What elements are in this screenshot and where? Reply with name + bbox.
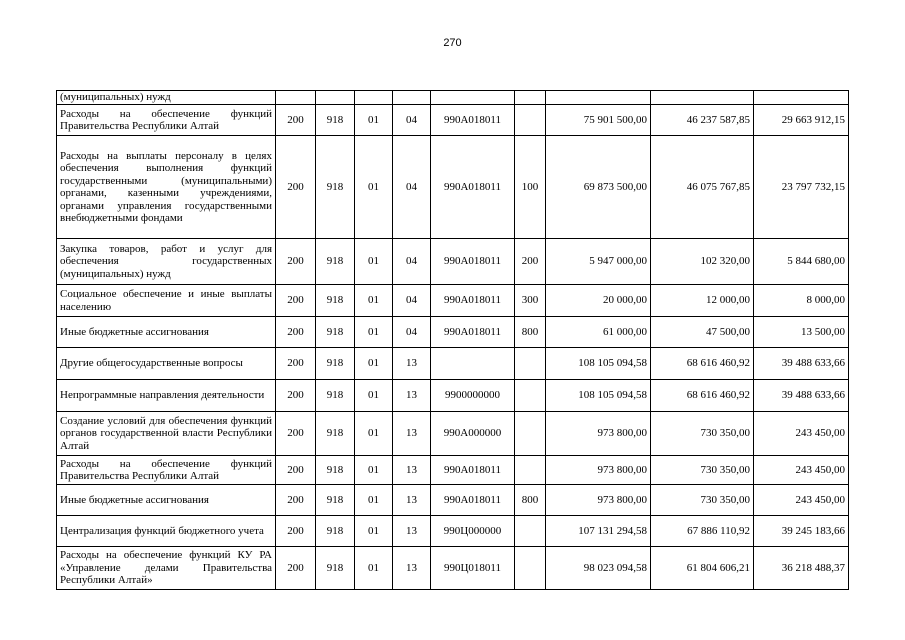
row-amount-plan: 98 023 094,58 [546,547,651,590]
row-name: Централизация функций бюджетного учета [57,516,276,547]
row-amount-remainder: 23 797 732,15 [754,136,849,239]
table-row [57,348,849,380]
row-expense-type-code: 100 [515,136,546,239]
row-amount-plan: 973 800,00 [546,485,651,516]
row-target-article-code: 990Ц018011 [431,547,515,590]
row-department-code: 918 [316,317,355,348]
row-amount-executed: 12 000,00 [651,285,754,317]
row-target-article-code: 990A018011 [431,317,515,348]
row-department-code: 918 [316,412,355,456]
row-amount-executed: 61 804 606,21 [651,547,754,590]
row-amount-plan: 107 131 294,58 [546,516,651,547]
row-section-code: 01 [355,412,393,456]
row-target-article-code: 990Ц000000 [431,516,515,547]
row-subsection-code: 04 [393,239,431,285]
row-target-article-code [431,348,515,380]
row-target-article-code: 990A018011 [431,485,515,516]
row-department-code: 918 [316,485,355,516]
row-name: Социальное обеспечение и иные выплаты населению [57,285,276,317]
row-section-code: 01 [355,105,393,136]
row-amount-remainder: 39 488 633,66 [754,380,849,412]
row-subsection-code: 04 [393,136,431,239]
page-number: 270 [443,37,462,49]
row-amount-executed [651,91,754,105]
row-section-code [355,91,393,105]
row-grbs-code: 200 [276,380,316,412]
row-section-code: 01 [355,456,393,485]
row-department-code: 918 [316,285,355,317]
row-amount-remainder [754,91,849,105]
row-grbs-code [276,91,316,105]
row-subsection-code: 13 [393,547,431,590]
row-section-code: 01 [355,380,393,412]
row-section-code: 01 [355,239,393,285]
row-name: Другие общегосударственные вопросы [57,348,276,380]
row-name: Создание условий для обеспечения функций органов государственной власти Республики Алтай [57,412,276,456]
row-subsection-code: 04 [393,317,431,348]
table-row [57,136,849,239]
row-grbs-code: 200 [276,456,316,485]
row-amount-remainder: 5 844 680,00 [754,239,849,285]
row-name: Расходы на выплаты персоналу в целях обеспечения выполнения функций государственными (муниципальными) органами, казенными учреждениями, органами управления государственными внебюджетными фондами [57,136,276,239]
row-amount-plan: 973 800,00 [546,456,651,485]
row-amount-remainder: 243 450,00 [754,485,849,516]
row-section-code: 01 [355,136,393,239]
row-grbs-code: 200 [276,547,316,590]
row-section-code: 01 [355,547,393,590]
row-amount-plan [546,91,651,105]
row-target-article-code: 990A000000 [431,412,515,456]
row-department-code: 918 [316,380,355,412]
row-name: Расходы на обеспечение функций КУ РА «Управление делами Правительства Республики Алтай» [57,547,276,590]
row-amount-remainder: 36 218 488,37 [754,547,849,590]
row-expense-type-code [515,456,546,485]
row-department-code: 918 [316,348,355,380]
row-department-code: 918 [316,239,355,285]
row-amount-plan: 5 947 000,00 [546,239,651,285]
row-grbs-code: 200 [276,136,316,239]
row-amount-remainder: 13 500,00 [754,317,849,348]
row-section-code: 01 [355,516,393,547]
row-subsection-code: 04 [393,105,431,136]
row-grbs-code: 200 [276,105,316,136]
row-amount-executed: 730 350,00 [651,412,754,456]
row-grbs-code: 200 [276,285,316,317]
row-amount-executed: 730 350,00 [651,456,754,485]
row-expense-type-code [515,547,546,590]
row-grbs-code: 200 [276,239,316,285]
row-amount-remainder: 39 488 633,66 [754,348,849,380]
row-amount-plan: 108 105 094,58 [546,348,651,380]
row-amount-plan: 20 000,00 [546,285,651,317]
table-row [57,317,849,348]
row-amount-plan: 75 901 500,00 [546,105,651,136]
row-department-code [316,91,355,105]
row-target-article-code: 990A018011 [431,239,515,285]
row-target-article-code [431,91,515,105]
table-row [57,412,849,456]
table-row [57,485,849,516]
row-amount-remainder: 8 000,00 [754,285,849,317]
row-amount-executed: 68 616 460,92 [651,348,754,380]
row-expense-type-code [515,105,546,136]
row-section-code: 01 [355,285,393,317]
row-name: Непрограммные направления деятельности [57,380,276,412]
table-row [57,239,849,285]
row-amount-executed: 68 616 460,92 [651,380,754,412]
row-name: (муниципальных) нужд [57,91,276,105]
row-expense-type-code [515,380,546,412]
row-name: Расходы на обеспечение функций Правительства Республики Алтай [57,456,276,485]
row-amount-plan: 69 873 500,00 [546,136,651,239]
row-amount-remainder: 29 663 912,15 [754,105,849,136]
row-amount-plan: 973 800,00 [546,412,651,456]
row-grbs-code: 200 [276,485,316,516]
row-target-article-code: 990A018011 [431,105,515,136]
row-amount-remainder: 243 450,00 [754,412,849,456]
row-amount-plan: 61 000,00 [546,317,651,348]
row-subsection-code: 13 [393,348,431,380]
row-amount-remainder: 39 245 183,66 [754,516,849,547]
row-section-code: 01 [355,317,393,348]
row-subsection-code: 13 [393,412,431,456]
row-expense-type-code [515,412,546,456]
row-subsection-code [393,91,431,105]
row-department-code: 918 [316,105,355,136]
row-subsection-code: 04 [393,285,431,317]
row-subsection-code: 13 [393,380,431,412]
row-target-article-code: 990A018011 [431,456,515,485]
row-expense-type-code [515,516,546,547]
row-amount-plan: 108 105 094,58 [546,380,651,412]
budget-table [56,90,849,590]
row-department-code: 918 [316,547,355,590]
row-section-code: 01 [355,348,393,380]
row-expense-type-code: 800 [515,317,546,348]
row-subsection-code: 13 [393,485,431,516]
row-subsection-code: 13 [393,516,431,547]
row-amount-executed: 67 886 110,92 [651,516,754,547]
row-department-code: 918 [316,456,355,485]
row-name: Иные бюджетные ассигнования [57,485,276,516]
row-name: Расходы на обеспечение функций Правительства Республики Алтай [57,105,276,136]
row-subsection-code: 13 [393,456,431,485]
table-row [57,105,849,136]
row-amount-remainder: 243 450,00 [754,456,849,485]
row-target-article-code: 990A018011 [431,136,515,239]
row-grbs-code: 200 [276,412,316,456]
table-row [57,380,849,412]
row-department-code: 918 [316,516,355,547]
table-row [57,516,849,547]
row-name: Иные бюджетные ассигнования [57,317,276,348]
row-expense-type-code [515,91,546,105]
row-amount-executed: 47 500,00 [651,317,754,348]
table-row [57,547,849,590]
row-target-article-code: 9900000000 [431,380,515,412]
table-row [57,285,849,317]
row-target-article-code: 990A018011 [431,285,515,317]
row-expense-type-code: 300 [515,285,546,317]
row-expense-type-code [515,348,546,380]
row-grbs-code: 200 [276,516,316,547]
row-amount-executed: 102 320,00 [651,239,754,285]
row-expense-type-code: 800 [515,485,546,516]
row-grbs-code: 200 [276,348,316,380]
table-row [57,456,849,485]
row-amount-executed: 46 075 767,85 [651,136,754,239]
row-expense-type-code: 200 [515,239,546,285]
row-amount-executed: 730 350,00 [651,485,754,516]
row-name: Закупка товаров, работ и услуг для обеспечения государственных (муниципальных) нужд [57,239,276,285]
row-grbs-code: 200 [276,317,316,348]
table-row [57,91,849,105]
row-department-code: 918 [316,136,355,239]
row-amount-executed: 46 237 587,85 [651,105,754,136]
row-section-code: 01 [355,485,393,516]
